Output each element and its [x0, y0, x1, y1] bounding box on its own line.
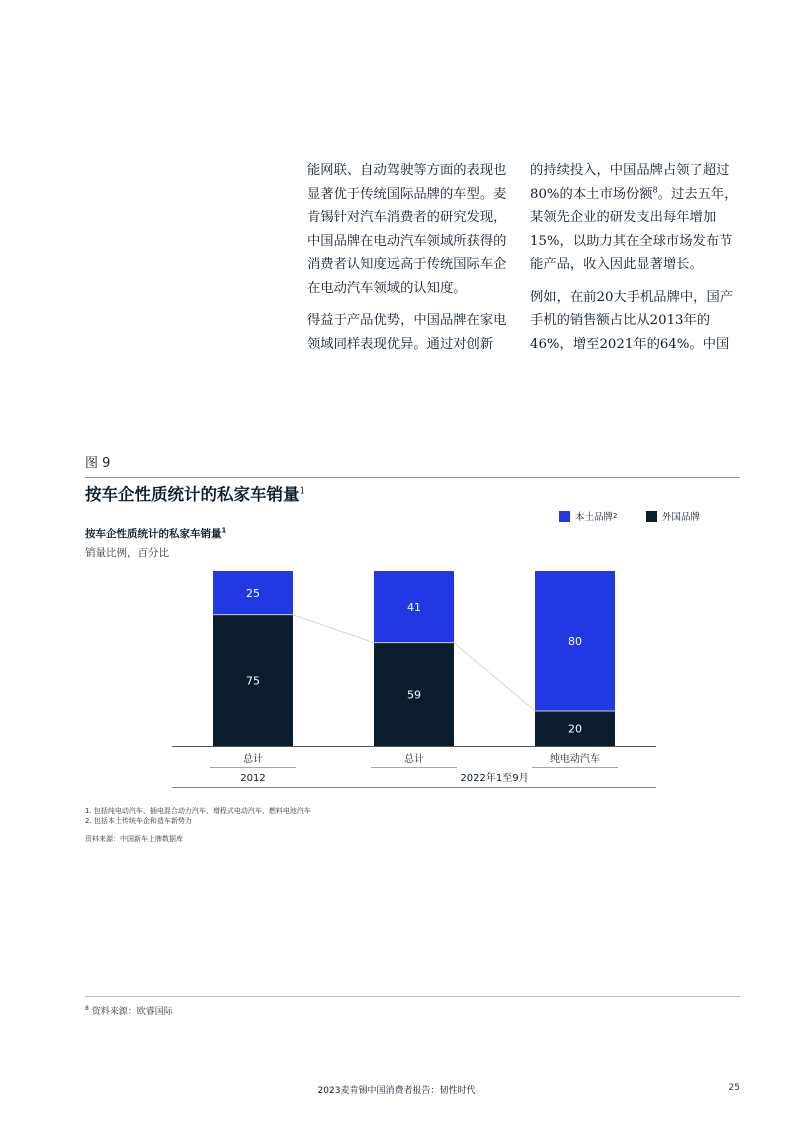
footnote-ref[interactable]: 8	[652, 185, 658, 195]
legend-label-domestic: 本土品牌	[575, 512, 614, 523]
running-footer: 2023麦肯锡中国消费者报告：韧性时代	[317, 1086, 476, 1096]
category-label: 纯电动汽车	[550, 754, 600, 765]
footnote-text: 资料来源：欧睿国际	[91, 1007, 173, 1017]
data-label: 75	[246, 674, 260, 688]
legend-sup: 2	[613, 512, 618, 520]
paragraph-text: 的持续投入，中国品牌占领了超过80%的本土市场份额	[530, 163, 730, 202]
paragraph: 能网联、自动驾驶等方面的表现也显著优于传统国际品牌的车型。麦肯锡针对汽车消费者的研究发现，中国品牌在电动汽车领域所获得的消费者认知度远高于传统国际车企在电动汽车领域的认知度。	[307, 163, 507, 296]
data-label: 80	[568, 635, 582, 648]
data-label: 20	[568, 722, 582, 736]
group-label: 2022年1至9月	[460, 773, 529, 784]
paragraph: 得益于产品优势，中国品牌在家电领域同样表现优异。通过对创新	[307, 313, 507, 352]
data-label: 25	[246, 586, 260, 600]
chart-subtitle-sup: 1	[221, 526, 227, 535]
connector-line	[293, 615, 374, 643]
figure-title-text: 按车企性质统计的私家车销量	[85, 485, 300, 504]
data-label: 59	[407, 688, 421, 702]
chart-unit-label: 销量比例，百分比	[85, 547, 169, 559]
category-label: 总计	[243, 754, 263, 765]
group-label: 2012	[240, 773, 266, 784]
chart-note: 2. 包括本土传统车企和造车新势力	[85, 817, 192, 825]
paragraph-text: 。过去五年，某领先企业的研发支出每年增加15%，以助力其在全球市场发布节能产品，收入因此显著增长。	[530, 186, 738, 272]
legend-label-foreign: 外国品牌	[662, 512, 701, 523]
footnote	[85, 1004, 173, 1017]
paragraph: 例如，在前20大手机品牌中，国产手机的销售额占比从2013年的46%，增至2021年的64%。中国	[530, 289, 734, 352]
chart-note: 1. 包括纯电动汽车、插电混合动力汽车、增程式电动汽车、燃料电池汽车	[85, 807, 311, 815]
data-label: 41	[407, 600, 421, 614]
page-number: 25	[728, 1083, 740, 1093]
connector-line	[454, 643, 535, 711]
figure-label: 图 9	[85, 456, 111, 471]
figure-title-sup: 1	[299, 486, 306, 497]
chart-source: 资料来源：中国新车上牌数据库	[85, 835, 183, 843]
category-label: 总计	[404, 754, 424, 765]
chart-subtitle-text: 按车企性质统计的私家车销量	[85, 528, 222, 540]
footnote-mark: 8	[85, 1005, 89, 1012]
footnote-divider	[85, 996, 740, 997]
